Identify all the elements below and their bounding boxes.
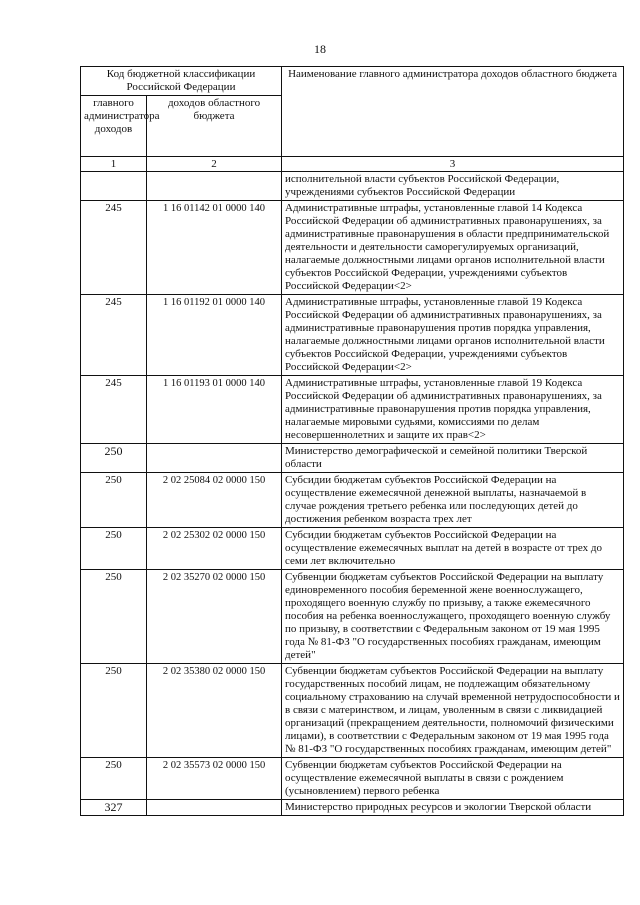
table-row <box>81 376 624 444</box>
revenue-code-cell: 2 02 35380 02 0000 150 <box>147 664 282 758</box>
table-body <box>81 172 624 816</box>
table-row <box>81 172 624 201</box>
revenue-code-cell: 1 16 01193 01 0000 140 <box>147 376 282 444</box>
page-number: 18 <box>314 42 326 56</box>
revenue-name-cell: Субвенции бюджетам субъектов Российской Федерации на осуществление ежемесячной выплаты в связи с рождением (усыновлением) первого ребенка <box>282 758 624 800</box>
admin-code-cell <box>81 172 147 201</box>
revenue-name-cell: Административные штрафы, установленные главой 14 Кодекса Российской Федерации об административных правонарушениях, за административные правонарушения в области предпринимательской деятельности и деятельности саморегулируемых организаций, налагаемые должностными лицами органов исполнительной власти субъектов Российской Федерации, учреждениями субъектов Российской Федерации<2> <box>282 201 624 295</box>
admin-code-cell: 245 <box>81 376 147 444</box>
table-row <box>81 201 624 295</box>
revenue-code-cell: 1 16 01142 01 0000 140 <box>147 201 282 295</box>
table-row <box>81 570 624 664</box>
column-number-1: 1 <box>81 157 147 172</box>
table-row <box>81 473 624 528</box>
admin-code-cell: 327 <box>81 800 147 816</box>
table-row <box>81 528 624 570</box>
table-row <box>81 295 624 376</box>
admin-code-cell: 250 <box>81 758 147 800</box>
header-row-group <box>81 67 624 96</box>
revenue-code-cell: 2 02 25084 02 0000 150 <box>147 473 282 528</box>
column-number-row <box>81 157 624 172</box>
budget-classification-table <box>80 66 624 816</box>
revenue-name-cell: Административные штрафы, установленные главой 19 Кодекса Российской Федерации об административных правонарушениях, за административные правонарушения против порядка управления, налагаемые должностными лицами органов исполнительной власти субъектов Российской Федерации, учреждениями субъектов Российской Федерации<2> <box>282 295 624 376</box>
admin-code-cell: 245 <box>81 201 147 295</box>
admin-code-cell: 250 <box>81 528 147 570</box>
revenue-code-cell: 2 02 25302 02 0000 150 <box>147 528 282 570</box>
revenue-code-cell <box>147 444 282 473</box>
ministry-row <box>81 444 624 473</box>
revenue-name-cell: Административные штрафы, установленные главой 19 Кодекса Российской Федерации об административных правонарушениях, за административные правонарушения против порядка управления, налагаемые мировыми судьями, комиссиями по делам несовершеннолетних и защите их прав<2> <box>282 376 624 444</box>
revenue-name-cell: Министерство природных ресурсов и экологии Тверской области <box>282 800 624 816</box>
admin-code-cell: 250 <box>81 473 147 528</box>
revenue-code-cell <box>147 800 282 816</box>
ministry-row <box>81 800 624 816</box>
revenue-code-cell: 2 02 35270 02 0000 150 <box>147 570 282 664</box>
admin-code-cell: 250 <box>81 570 147 664</box>
revenue-name-cell: Субсидии бюджетам субъектов Российской Федерации на осуществление ежемесячных выплат на детей в возрасте от трех до семи лет включительно <box>282 528 624 570</box>
revenue-name-cell: Субвенции бюджетам субъектов Российской Федерации на выплату единовременного пособия беременной жене военнослужащего, проходящего военную службу по призыву, а также ежемесячного пособия на ребенка военнослужащего, проходящего военную службу по призыву, в соответствии с Федеральным законом от 19 мая 1995 года № 81-ФЗ "О государственных пособиях гражданам, имеющим детей" <box>282 570 624 664</box>
admin-code-cell: 250 <box>81 664 147 758</box>
column-number-3: 3 <box>282 157 624 172</box>
revenue-name-cell: Субвенции бюджетам субъектов Российской Федерации на выплату государственных пособий лицам, не подлежащим обязательному социальному страхованию на случай временной нетрудоспособности и в связи с материнством, и лицам, уволенным в связи с ликвидацией организаций (прекращением деятельности, полномочий физическими лицами), в соответствии с Федеральным законом от 19 мая 1995 года № 81-ФЗ "О государственных пособиях гражданам, имеющим детей" <box>282 664 624 758</box>
column-number-2: 2 <box>147 157 282 172</box>
header-revenue-code: доходов областного бюджета <box>147 96 282 157</box>
revenue-code-cell: 2 02 35573 02 0000 150 <box>147 758 282 800</box>
revenue-name-cell: исполнительной власти субъектов Российской Федерации, учреждениями субъектов Российской Федерации <box>282 172 624 201</box>
revenue-code-cell: 1 16 01192 01 0000 140 <box>147 295 282 376</box>
revenue-name-cell: Субсидии бюджетам субъектов Российской Федерации на осуществление ежемесячной денежной выплаты, назначаемой в случае рождения третьего ребенка или последующих детей до достижения ребенком возраста трех лет <box>282 473 624 528</box>
header-main-admin: главного администратора доходов <box>81 96 147 157</box>
header-admin-name: Наименование главного администратора доходов областного бюджета <box>282 67 624 157</box>
admin-code-cell: 245 <box>81 295 147 376</box>
admin-code-cell: 250 <box>81 444 147 473</box>
revenue-name-cell: Министерство демографической и семейной политики Тверской области <box>282 444 624 473</box>
table-row <box>81 664 624 758</box>
table-row <box>81 758 624 800</box>
revenue-code-cell <box>147 172 282 201</box>
header-classification-code: Код бюджетной классификации Российской Федерации <box>81 67 282 96</box>
